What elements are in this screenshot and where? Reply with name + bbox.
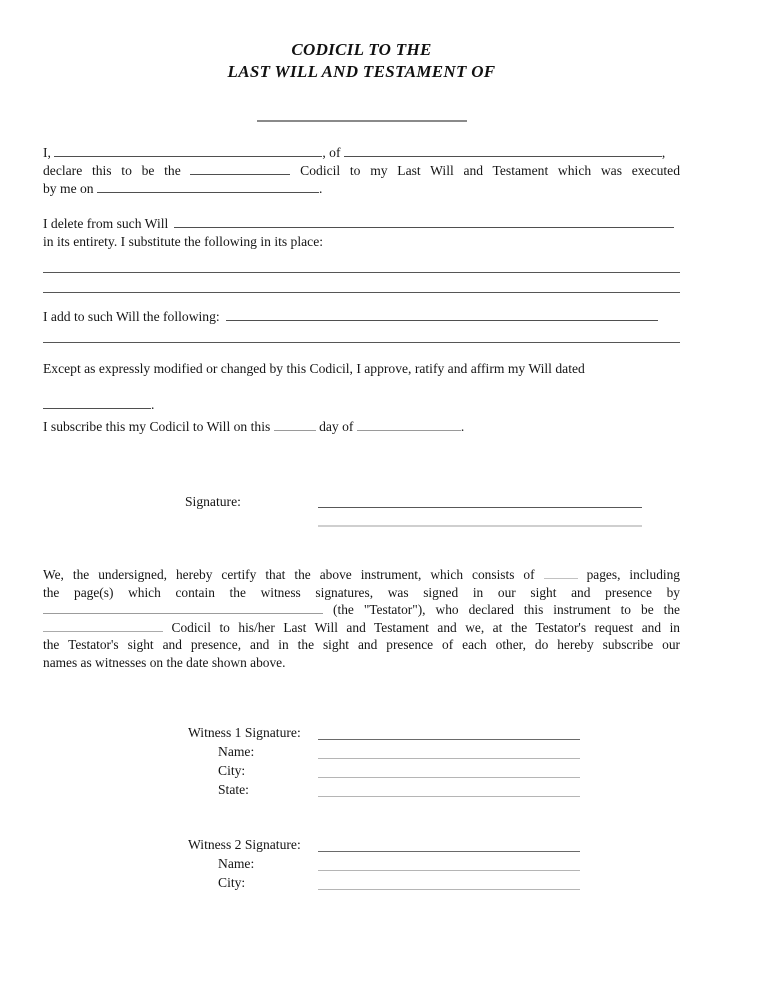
witness-1-state-label: State: [218,782,249,797]
intro-line-3 [43,180,680,198]
witness-2-name-row [43,855,680,874]
witness-1-block [43,724,680,800]
witness-1-name-line[interactable] [318,758,580,759]
page-count-field[interactable] [544,566,578,579]
intro-text: by me on [43,181,94,196]
cert-text: pages, including [586,567,680,582]
cert-text: Codicil to his/her Last Will and Testament and we, at the Testator's request and in [171,619,680,635]
testator-signature-line-2[interactable] [318,525,642,527]
document-title [43,39,680,83]
witness-certification-paragraph [43,566,680,671]
add-text: I add to such Will the following: [43,309,220,324]
cert-text: We, the undersigned, hereby certify that the above instrument, which consists of [43,567,535,582]
add-section [43,308,680,326]
cert-line-2: the page(s) which contain the witness signatures, was signed in our sight and presence by [43,584,680,600]
subscribe-text: day of [319,419,354,434]
witness-2-city-row [43,874,680,893]
testator-signature-line[interactable] [318,493,642,508]
intro-line-2 [43,162,680,180]
intro-line-1 [43,144,680,162]
intro-text: . [319,181,323,196]
witness-2-block [43,836,680,893]
witness-2-signature-line[interactable] [318,851,580,852]
addition-text-field[interactable] [226,308,658,321]
deleted-provision-field[interactable] [174,215,674,228]
witness-2-name-line[interactable] [318,870,580,871]
day-field[interactable] [274,418,316,431]
witness-1-city-line[interactable] [318,777,580,778]
delete-line-1 [43,215,680,233]
witness-2-signature-label: Witness 2 Signature: [188,837,301,852]
witness-2-city-line[interactable] [318,889,580,890]
cert-line-6: names as witnesses on the date shown above. [43,654,286,670]
cert-line-3 [43,601,680,619]
witness-1-signature-line[interactable] [318,739,580,740]
month-field[interactable] [357,418,461,431]
intro-text: I, [43,145,51,160]
will-date-field[interactable] [43,396,151,409]
intro-text: declare this to be the [43,163,181,178]
addition-line-2[interactable] [43,342,680,343]
ratify-period: . [151,397,155,412]
testator-name-field[interactable] [54,144,322,157]
witness-2-signature-row [43,836,680,855]
delete-section [43,215,680,251]
ratify-section [43,360,680,414]
intro-paragraph [43,144,680,198]
witness-1-name-row [43,743,680,762]
witness-1-name-label: Name: [218,744,255,759]
witness-1-state-row [43,781,680,800]
cert-line-4 [43,619,680,637]
cert-line-1 [43,566,680,584]
cert-line-5: the Testator's sight and presence, and in the sight and presence of each other, do hereby subscribe our [43,637,680,652]
delete-line-2: in its entirety. I substitute the following in its place: [43,234,324,249]
witness-1-state-line[interactable] [318,796,580,797]
witness-2-name-label: Name: [218,856,255,871]
codicil-ordinal-field[interactable] [190,162,290,175]
signature-label: Signature: [185,494,241,509]
testator-name-line[interactable] [257,120,467,122]
ratify-line-2 [43,396,680,414]
intro-text: Codicil to my Last Will and Testament which was executed [300,163,681,178]
subscribe-line [43,418,680,436]
witness-1-signature-label: Witness 1 Signature: [188,725,301,740]
witness-1-city-row [43,762,680,781]
intro-text: , [661,145,666,160]
testator-address-field[interactable] [344,144,662,157]
witness-1-signature-row [43,724,680,743]
substitution-line-2[interactable] [43,292,680,293]
delete-text: I delete from such Will [43,216,169,231]
title-line-2: LAST WILL AND TESTAMENT OF [227,62,496,81]
will-execution-date-field[interactable] [97,180,319,193]
subscribe-period: . [460,419,465,434]
subscribe-text: I subscribe this my Codicil to Will on this [43,419,271,434]
testator-signature-block [43,493,680,527]
witness-1-city-label: City: [218,763,246,778]
testator-name-field-2[interactable] [43,601,323,614]
add-line-1 [43,308,680,326]
title-line-1: CODICIL TO THE [291,40,432,59]
cert-text: (the "Testator"), who declared this instrument to be the [333,602,680,617]
signature-lines [318,493,642,527]
witness-2-city-label: City: [218,875,246,890]
intro-text: , of [322,145,341,160]
ratify-line-1: Except as expressly modified or changed by this Codicil, I approve, ratify and affirm my Will dated [43,361,585,376]
codicil-ordinal-field-2[interactable] [43,619,163,632]
substitution-line-1[interactable] [43,272,680,273]
